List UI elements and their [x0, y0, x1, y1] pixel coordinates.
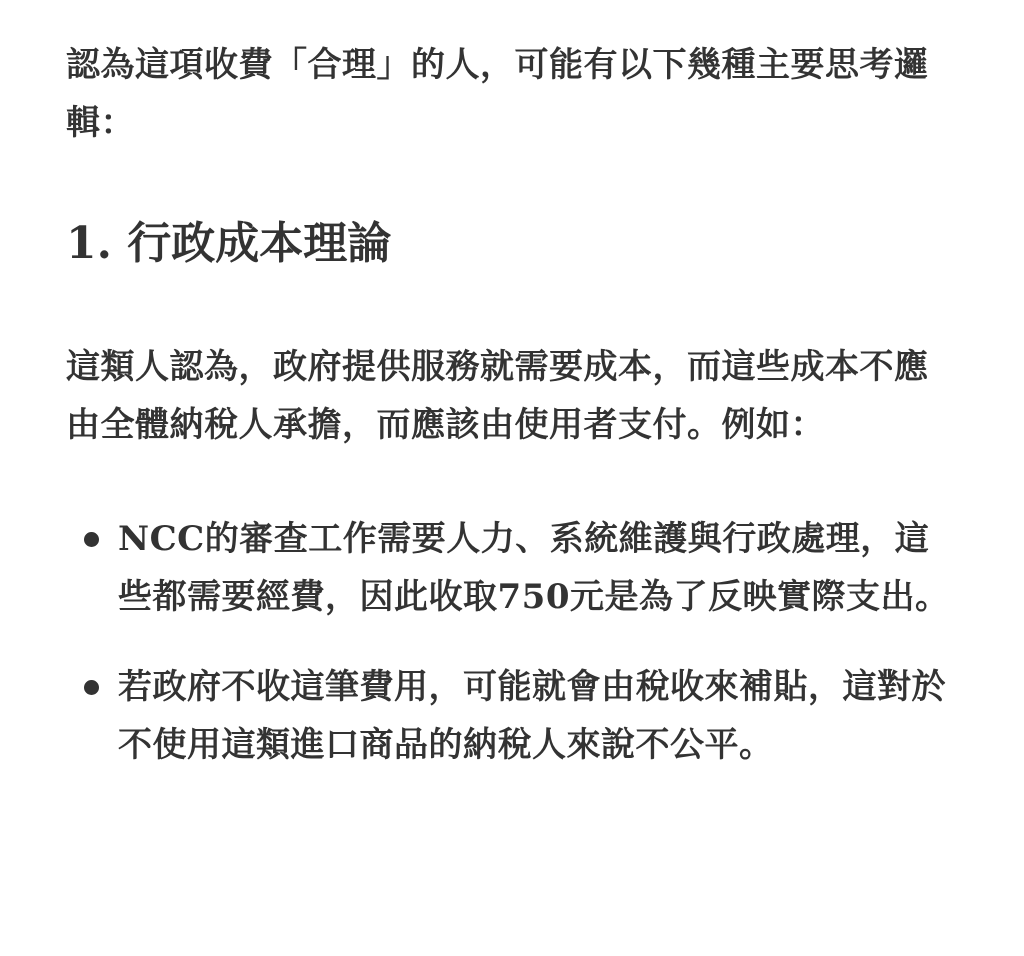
article-body: [66, 36, 956, 806]
section-heading: 1. 行政成本理論: [66, 218, 392, 269]
list-item: [66, 510, 956, 626]
bullet-dot-icon: [84, 680, 99, 695]
list-item-text: 若政府不收這筆費用，可能就會由稅收來補貼，這對於不使用這類進口商品的納稅人來說不公平。: [118, 667, 946, 765]
bullet-dot-icon: [84, 532, 99, 547]
bullet-list: [66, 510, 956, 774]
intro-paragraph: 認為這項收費「合理」的人，可能有以下幾種主要思考邏輯：: [66, 45, 929, 143]
section-paragraph: 這類人認為，政府提供服務就需要成本，而這些成本不應由全體納稅人承擔，而應該由使用者支付。例如：: [66, 347, 929, 445]
list-item-text: NCC的審查工作需要人力、系統維護與行政處理，這些都需要經費，因此收取750元是為了反映實際支出。: [118, 519, 950, 617]
list-item: [66, 658, 956, 774]
